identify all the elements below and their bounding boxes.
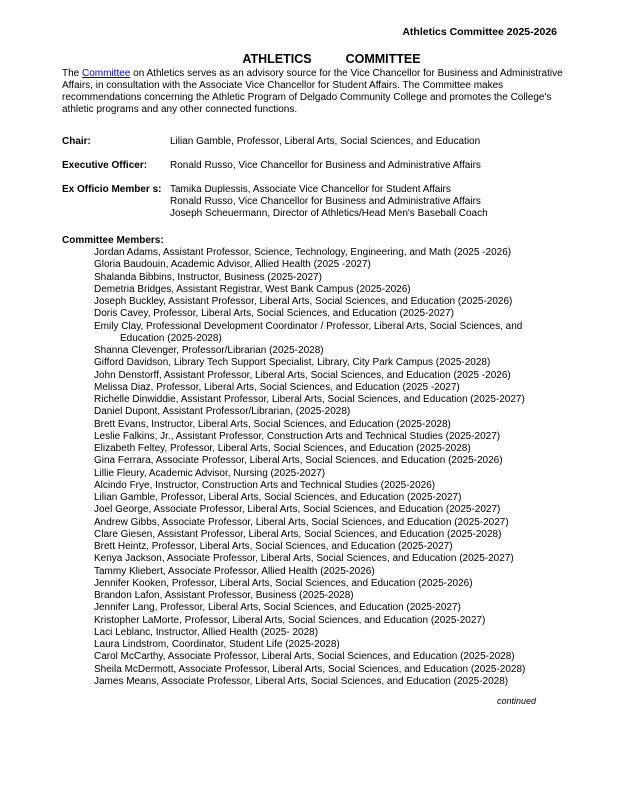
intro-text-before: The [62,68,83,79]
member-line: Laci Leblanc, Instructor, Allied Health (2025- 2028) [94,626,319,638]
member-line: Joel George, Associate Professor, Liberal Arts, Social Sciences, and Education (2025-2027) [94,504,501,516]
member-line: Gloria Baudouin, Academic Advisor, Allied Health (2025 -2027) [94,259,371,271]
member-line: Kenya Jackson, Associate Professor, Liberal Arts, Social Sciences, and Education (2025-2027) [94,553,514,565]
officer-value-line: Ronald Russo, Vice Chancellor for Business and Administrative Affairs [170,196,481,207]
member-line: Jordan Adams, Assistant Professor, Science, Technology, Engineering, and Math (2025 -2026) [94,247,512,258]
member-line: Brandon Lafon, Assistant Professor, Business (2025-2028) [94,590,354,601]
officer-row [62,184,582,220]
officer-value-line: Joseph Scheuermann, Director of Athletics/Head Men's Baseball Coach [170,208,488,219]
member-line: Daniel Dupont, Assistant Professor/Librarian, (2025-2028) [94,406,351,418]
officer-row [62,136,582,148]
document-header: Athletics Committee 2025-2026 [402,26,557,38]
member-line: Leslie Falkins, Jr., Assistant Professor, Construction Arts and Technical Studies (2025-2027) [94,430,501,442]
page-title-word-2: COMMITTEE [345,52,421,66]
officers-section [62,136,582,232]
member-line: Laura Lindstrom, Coordinator, Student Life (2025-2028) [94,639,340,650]
page-title [0,52,618,66]
officer-value [170,136,582,148]
officer-label: Ex Officio Member s: [62,184,162,195]
member-line: Clare Giesen, Assistant Professor, Liberal Arts, Social Sciences, and Education (2025-2028) [94,528,502,540]
member-line-continuation: Education (2025-2028) [120,332,222,344]
member-line: John Denstorff, Assistant Professor, Liberal Arts, Social Sciences, and Education (2025 -2026) [94,369,511,381]
member-line: Shalanda Bibbins, Instructor, Business (2025-2027) [94,271,322,283]
member-line: Jennifer Kooken, Professor, Liberal Arts, Social Sciences, and Education (2025-2026) [94,577,473,589]
member-line: Brett Heintz, Professor, Liberal Arts, Social Sciences, and Education (2025-2027) [94,541,453,552]
intro-paragraph [62,68,564,116]
member-line: Joseph Buckley, Assistant Professor, Liberal Arts, Social Sciences, and Education (2025-2026) [94,296,513,307]
member-line: Alcindo Frye, Instructor, Construction Arts and Technical Studies (2025-2026) [94,479,436,491]
member-line: Melissa Diaz, Professor, Liberal Arts, Social Sciences, and Education (2025 -2027) [94,381,460,393]
member-line: Demetria Bridges, Assistant Registrar, West Bank Campus (2025-2026) [94,283,411,295]
member-line: Emily Clay, Professional Development Coordinator / Professor, Liberal Arts, Social Sciences, and [94,320,523,332]
officer-label: Chair: [62,136,91,147]
member-line: Shanna Clevenger, Professor/Librarian (2025-2028) [94,345,324,356]
member-line: Sheila McDermott, Associate Professor, Liberal Arts, Social Sciences, and Education (2025-2028) [94,663,526,675]
member-line: Lilian Gamble, Professor, Liberal Arts, Social Sciences, and Education (2025-2027) [94,492,462,503]
member-line: Brett Evans, Instructor, Liberal Arts, Social Sciences, and Education (2025-2028) [94,418,451,430]
members-list [94,247,594,688]
officer-row [62,160,582,172]
continued-note: continued [497,696,537,706]
members-heading: Committee Members: [62,235,164,246]
member-line: Jennifer Lang, Professor, Liberal Arts, Social Sciences, and Education (2025-2027) [94,602,461,614]
member-line: Gifford Davidson, Library Tech Support Specialist, Library, City Park Campus (2025-2028) [94,357,491,369]
member-line: Elizabeth Feltey, Professor, Liberal Arts, Social Sciences, and Education (2025-2028) [94,443,471,454]
officer-value-line: Ronald Russo, Vice Chancellor for Business and Administrative Affairs [170,160,481,171]
officer-label: Executive Officer: [62,160,148,171]
member-line: Gina Ferrara, Associate Professor, Liberal Arts, Social Sciences, and Education (2025-2026) [94,455,503,467]
officer-value-line: Lilian Gamble, Professor, Liberal Arts, Social Sciences, and Education [170,136,481,147]
member-line: Lillie Fleury, Academic Advisor, Nursing (2025-2027) [94,467,326,479]
officer-value [170,160,582,172]
member-line: James Means, Associate Professor, Liberal Arts, Social Sciences, and Education (2025-2028) [94,675,509,687]
intro-text-after: on Athletics serves as an advisory source for the Vice Chancellor for Business and Administrative Affairs, in consultation with the Associate Vice Chancellor for Student Affairs. The Committee makes recommendations concerning the Athletic Program of Delgado Community College and promotes the College's athletic programs and any other connected functions. [62,68,563,115]
officer-value [170,184,582,220]
member-line: Kristopher LaMorte, Professor, Liberal Arts, Social Sciences, and Education (2025-2027) [94,614,486,626]
member-line: Richelle Dinwiddie, Assistant Professor, Liberal Arts, Social Sciences, and Education (2025-2027) [94,394,525,405]
member-line: Carol McCarthy, Associate Professor, Liberal Arts, Social Sciences, and Education (2025-2028) [94,651,515,663]
officer-value-line: Tamika Duplessis, Associate Vice Chancellor for Student Affairs [170,184,451,195]
committee-link[interactable]: Committee [82,68,131,79]
member-line: Andrew Gibbs, Associate Professor, Liberal Arts, Social Sciences, and Education (2025-2027) [94,516,509,528]
page-title-word-1: ATHLETICS [242,52,312,66]
member-line: Doris Cavey, Professor, Liberal Arts, Social Sciences, and Education (2025-2027) [94,308,454,320]
member-line: Tammy Kliebert, Associate Professor, Allied Health (2025-2026) [94,565,375,577]
